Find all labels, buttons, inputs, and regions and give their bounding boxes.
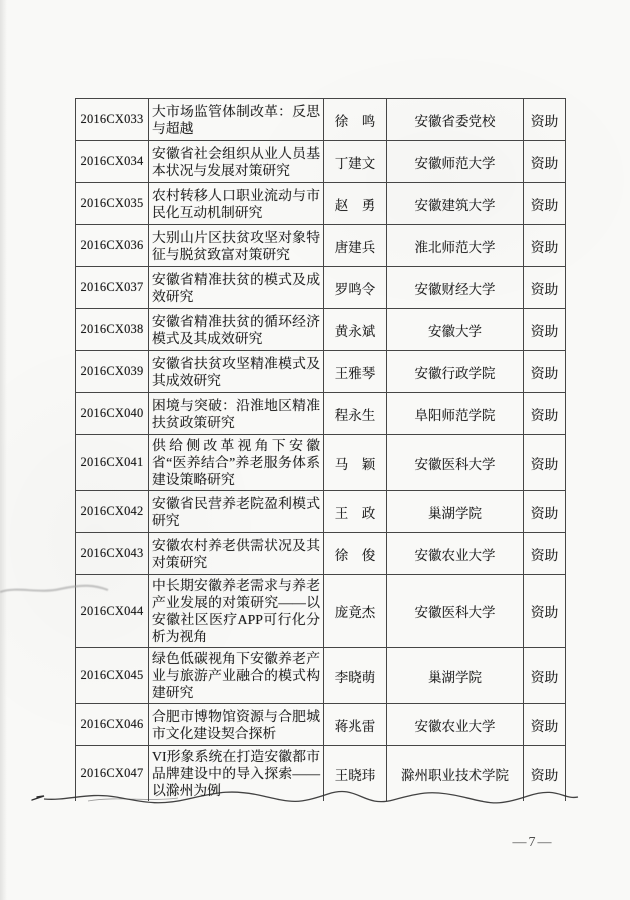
institution-cell: 安徽医科大学 xyxy=(387,435,524,491)
table-row xyxy=(76,704,566,746)
table-row xyxy=(76,393,566,435)
institution-cell: 安徽医科大学 xyxy=(387,575,524,648)
funding-status-cell: 资助 xyxy=(524,225,566,267)
table-row xyxy=(76,533,566,575)
scan-edge-shadow xyxy=(0,0,7,900)
table-row xyxy=(76,225,566,267)
project-title-cell: 供给侧改革视角下安徽省“医养结合”养老服务体系建设策略研究 xyxy=(149,435,324,491)
project-id-cell: 2016CX041 xyxy=(76,435,149,491)
funding-status-cell: 资助 xyxy=(524,267,566,309)
funding-status-cell: 资助 xyxy=(524,491,566,533)
funding-status-cell: 资助 xyxy=(524,351,566,393)
project-id-cell: 2016CX040 xyxy=(76,393,149,435)
project-title-cell: 大别山片区扶贫攻坚对象特征与脱贫致富对策研究 xyxy=(149,225,324,267)
project-id-cell: 2016CX033 xyxy=(76,99,149,141)
institution-cell: 安徽农业大学 xyxy=(387,704,524,746)
institution-cell: 安徽行政学院 xyxy=(387,351,524,393)
project-id-cell: 2016CX046 xyxy=(76,704,149,746)
project-title-cell: 安徽省民营养老院盈利模式研究 xyxy=(149,491,324,533)
funding-status-cell: 资助 xyxy=(524,648,566,704)
institution-cell: 安徽农业大学 xyxy=(387,533,524,575)
project-grant-table xyxy=(75,98,566,801)
project-leader-cell: 王晓玮 xyxy=(324,746,387,802)
project-leader-cell: 黄永斌 xyxy=(324,309,387,351)
table-row xyxy=(76,491,566,533)
project-leader-cell: 赵 勇 xyxy=(324,183,387,225)
project-title-cell: 安徽省精准扶贫的循环经济模式及其成效研究 xyxy=(149,309,324,351)
funding-status-cell: 资助 xyxy=(524,575,566,648)
project-id-cell: 2016CX037 xyxy=(76,267,149,309)
project-id-cell: 2016CX034 xyxy=(76,141,149,183)
institution-cell: 安徽大学 xyxy=(387,309,524,351)
funding-status-cell: 资助 xyxy=(524,183,566,225)
project-title-cell: VI形象系统在打造安徽都市品牌建设中的导入探索——以滁州为例 xyxy=(149,746,324,802)
project-id-cell: 2016CX035 xyxy=(76,183,149,225)
table-row xyxy=(76,183,566,225)
project-id-cell: 2016CX036 xyxy=(76,225,149,267)
project-leader-cell: 王 政 xyxy=(324,491,387,533)
project-title-cell: 绿色低碳视角下安徽养老产业与旅游产业融合的模式构建研究 xyxy=(149,648,324,704)
project-title-cell: 安徽省扶贫攻坚精准模式及其成效研究 xyxy=(149,351,324,393)
project-title-cell: 安徽省社会组织从业人员基本状况与发展对策研究 xyxy=(149,141,324,183)
table-row xyxy=(76,351,566,393)
project-id-cell: 2016CX042 xyxy=(76,491,149,533)
table-row xyxy=(76,99,566,141)
table-row xyxy=(76,309,566,351)
project-id-cell: 2016CX039 xyxy=(76,351,149,393)
table-row xyxy=(76,267,566,309)
institution-cell: 淮北师范大学 xyxy=(387,225,524,267)
funding-status-cell: 资助 xyxy=(524,435,566,491)
funding-status-cell: 资助 xyxy=(524,393,566,435)
project-leader-cell: 李晓萌 xyxy=(324,648,387,704)
project-leader-cell: 程永生 xyxy=(324,393,387,435)
funding-status-cell: 资助 xyxy=(524,704,566,746)
table-row xyxy=(76,648,566,704)
institution-cell: 安徽省委党校 xyxy=(387,99,524,141)
institution-cell: 安徽师范大学 xyxy=(387,141,524,183)
table-row xyxy=(76,435,566,491)
institution-cell: 巢湖学院 xyxy=(387,648,524,704)
project-leader-cell: 庞竟杰 xyxy=(324,575,387,648)
table-row xyxy=(76,141,566,183)
project-title-cell: 大市场监管体制改革：反思与超越 xyxy=(149,99,324,141)
project-title-cell: 农村转移人口职业流动与市民化互动机制研究 xyxy=(149,183,324,225)
project-leader-cell: 王雅琴 xyxy=(324,351,387,393)
funding-status-cell: 资助 xyxy=(524,746,566,802)
funding-status-cell: 资助 xyxy=(524,141,566,183)
project-leader-cell: 唐建兵 xyxy=(324,225,387,267)
project-title-cell: 安徽省精准扶贫的模式及成效研究 xyxy=(149,267,324,309)
project-title-cell: 安徽农村养老供需状况及其对策研究 xyxy=(149,533,324,575)
page-number: —7— xyxy=(512,835,554,850)
institution-cell: 滁州职业技术学院 xyxy=(387,746,524,802)
institution-cell: 安徽建筑大学 xyxy=(387,183,524,225)
institution-cell: 巢湖学院 xyxy=(387,491,524,533)
project-table-body xyxy=(76,99,566,802)
project-leader-cell: 徐 俊 xyxy=(324,533,387,575)
project-id-cell: 2016CX038 xyxy=(76,309,149,351)
project-leader-cell: 徐 鸣 xyxy=(324,99,387,141)
project-leader-cell: 马 颖 xyxy=(324,435,387,491)
project-leader-cell: 丁建文 xyxy=(324,141,387,183)
project-leader-cell: 蒋兆雷 xyxy=(324,704,387,746)
funding-status-cell: 资助 xyxy=(524,533,566,575)
project-leader-cell: 罗鸣令 xyxy=(324,267,387,309)
project-id-cell: 2016CX047 xyxy=(76,746,149,802)
project-title-cell: 合肥市博物馆资源与合肥城市文化建设契合探析 xyxy=(149,704,324,746)
funding-status-cell: 资助 xyxy=(524,99,566,141)
project-title-cell: 中长期安徽养老需求与养老产业发展的对策研究——以安徽社区医疗APP可行化分析为视角 xyxy=(149,575,324,648)
table-row xyxy=(76,575,566,648)
project-title-cell: 困境与突破：沿淮地区精准扶贫政策研究 xyxy=(149,393,324,435)
pen-mark xyxy=(32,796,44,800)
project-id-cell: 2016CX045 xyxy=(76,648,149,704)
table-row xyxy=(76,746,566,802)
funding-status-cell: 资助 xyxy=(524,309,566,351)
project-id-cell: 2016CX043 xyxy=(76,533,149,575)
project-id-cell: 2016CX044 xyxy=(76,575,149,648)
institution-cell: 阜阳师范学院 xyxy=(387,393,524,435)
institution-cell: 安徽财经大学 xyxy=(387,267,524,309)
